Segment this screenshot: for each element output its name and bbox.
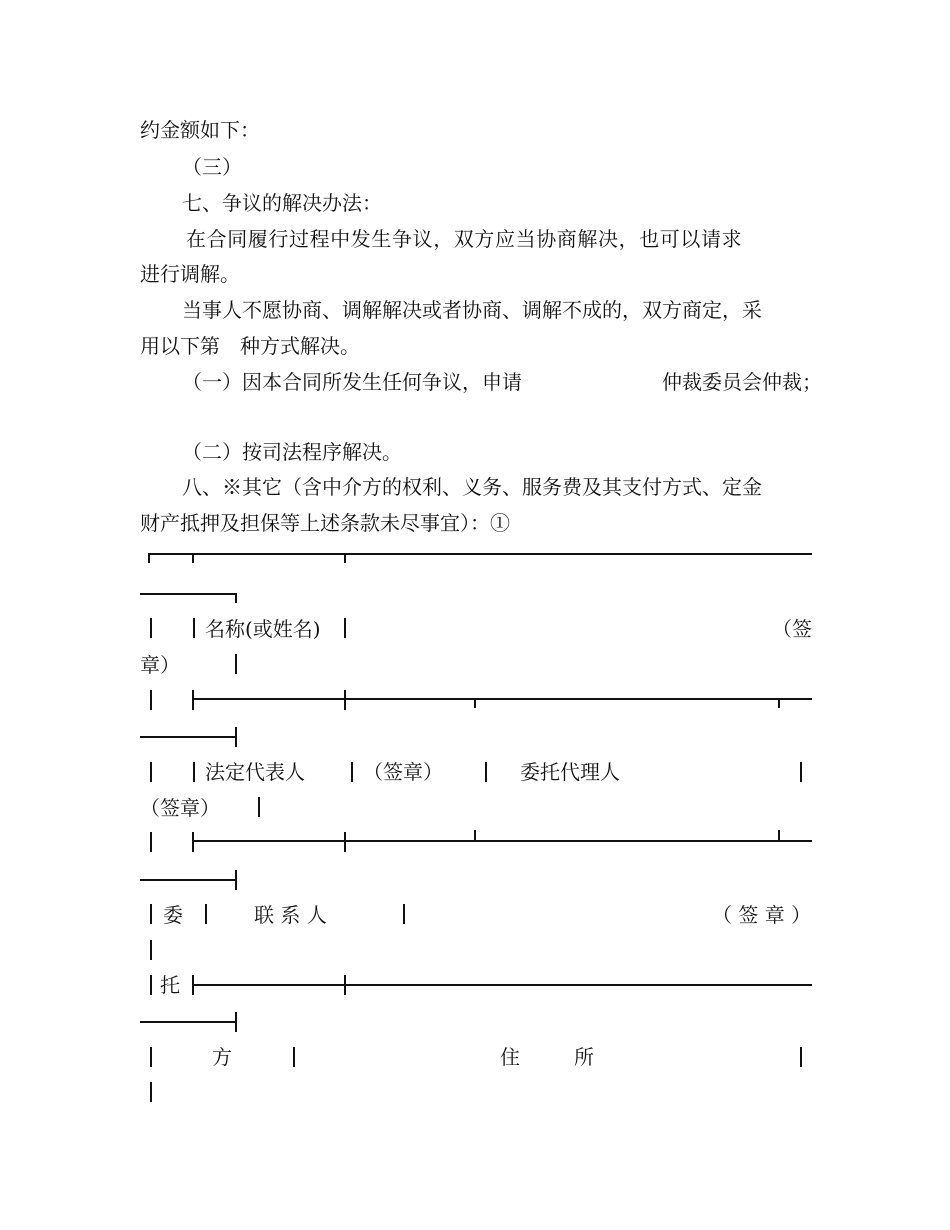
- table-bar: [150, 1047, 152, 1067]
- section-heading: 八、※其它（含中介方的权利、义务、服务费及其支付方式、定金: [182, 475, 762, 499]
- table-tick: [192, 832, 194, 852]
- table-bar: [205, 904, 207, 924]
- table-rule: [192, 840, 812, 842]
- table-bar: [150, 832, 152, 852]
- table-bar: [150, 690, 152, 710]
- table-bar: [344, 618, 346, 638]
- table-rule: [148, 553, 812, 555]
- table-tick: [344, 553, 346, 563]
- table-tick: [344, 832, 346, 852]
- table-tick: [235, 593, 237, 603]
- table-tick: [148, 553, 150, 563]
- seal-mark: （ 签 章 ）: [712, 903, 812, 927]
- text-line: 仲裁委员会仲裁；: [662, 370, 822, 394]
- table-bar: [150, 1082, 152, 1102]
- text-line: 在合同履行过程中发生争议，双方应当协商解决，也可以请求: [186, 227, 743, 251]
- section-heading: 七、争议的解决办法：: [182, 191, 382, 215]
- table-bar: [150, 904, 152, 924]
- table-bar: [258, 797, 260, 817]
- seal-mark: （签章）: [140, 796, 220, 820]
- table-bar: [351, 762, 353, 782]
- section-marker: （三）: [182, 155, 242, 179]
- table-tick: [778, 830, 780, 840]
- table-bar: [150, 940, 152, 960]
- table-bar: [150, 618, 152, 638]
- text-line: 财产抵押及担保等上述条款未尽事宜）：①: [140, 511, 510, 535]
- agent-label: 委托代理人: [520, 760, 620, 784]
- table-rule: [140, 879, 236, 881]
- table-tick: [235, 727, 237, 747]
- table-tick: [344, 690, 346, 710]
- table-bar: [235, 654, 237, 674]
- seal-mark: （签章）: [363, 760, 443, 784]
- table-bar: [293, 1047, 295, 1067]
- table-bar: [485, 762, 487, 782]
- table-tick: [474, 698, 476, 708]
- table-rule: [192, 698, 812, 700]
- text-line: 进行调解。: [140, 262, 240, 286]
- table-bar: [193, 618, 195, 638]
- table-bar: [800, 762, 802, 782]
- address-label: 所: [574, 1045, 594, 1069]
- table-bar: [150, 975, 152, 995]
- text-line: 约金额如下：: [140, 118, 260, 142]
- party-side-char: 委: [163, 903, 183, 927]
- table-tick: [344, 975, 346, 995]
- name-label: 名称(或姓名): [205, 617, 321, 641]
- table-rule: [140, 593, 236, 595]
- table-tick: [192, 690, 194, 710]
- table-rule: [192, 984, 812, 986]
- table-tick: [192, 553, 194, 563]
- party-side-char: 托: [160, 973, 180, 997]
- party-side-char: 方: [212, 1045, 232, 1069]
- address-label: 住: [500, 1045, 520, 1069]
- seal-mark: 章）: [140, 653, 180, 677]
- text-line: 用以下第 种方式解决。: [140, 334, 360, 358]
- table-bar: [150, 762, 152, 782]
- contact-label: 联 系 人: [254, 903, 327, 927]
- table-tick: [235, 1012, 237, 1032]
- table-rule: [140, 1021, 236, 1023]
- legal-rep-label: 法定代表人: [205, 760, 305, 784]
- text-line: （二）按司法程序解决。: [182, 440, 402, 464]
- table-rule: [140, 736, 236, 738]
- seal-mark: （签: [772, 617, 812, 641]
- table-bar: [800, 1047, 802, 1067]
- table-tick: [474, 830, 476, 840]
- table-bar: [403, 904, 405, 924]
- text-line: （一）因本合同所发生任何争议，申请: [182, 370, 522, 394]
- text-line: 当事人不愿协商、调解解决或者协商、调解不成的，双方商定，采: [182, 298, 762, 322]
- table-tick: [778, 698, 780, 708]
- table-tick: [235, 870, 237, 890]
- table-bar: [193, 762, 195, 782]
